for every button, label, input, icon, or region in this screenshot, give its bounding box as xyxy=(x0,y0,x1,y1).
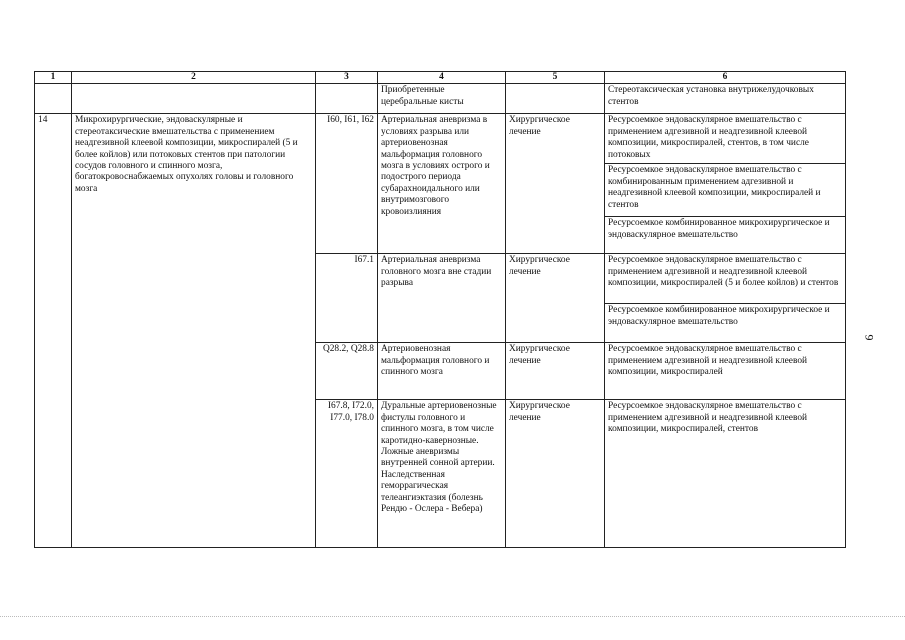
icd-codes: Q28.2, Q28.8 xyxy=(316,343,378,400)
patient-model: Артериальная аневризма головного мозга вне стадии разрыва xyxy=(378,254,506,343)
method-cell: Ресурсоемкое эндоваскулярное вмешательство с применением адгезивной и неадгезивной клеевой композиции, микроспиралей, стентов xyxy=(605,400,846,548)
table-row xyxy=(35,84,846,114)
row-number: 14 xyxy=(35,114,72,548)
icd-codes: I67.1 xyxy=(316,254,378,343)
treatment-type: Хирургическое лечение xyxy=(506,254,605,343)
method-cell: Ресурсоемкое эндоваскулярное вмешательство с комбинированным применением адгезивной и неадгезивной клеевой композиции, микроспиралей и стентов xyxy=(605,164,846,217)
patient-model: Артериальная аневризма в условиях разрыва или артериовенозная мальформация головного мозга в условиях острого и подострого периода субарахноидального или внутримозгового кровоизлияния xyxy=(378,114,506,254)
treatment-type: Хирургическое лечение xyxy=(506,114,605,254)
patient-model: Артериовенозная мальформация головного и спинного мозга xyxy=(378,343,506,400)
empty-cell xyxy=(506,84,605,114)
page-number: 9 xyxy=(862,334,877,341)
header-cell: 1 xyxy=(35,72,72,84)
method-cell: Ресурсоемкое комбинированное микрохирургическое и эндоваскулярное вмешательство xyxy=(605,217,846,254)
method-cell: Ресурсоемкое эндоваскулярное вмешательство с применением адгезивной и неадгезивной клеевой композиции, микроспиралей xyxy=(605,343,846,400)
icd-codes: I60, I61, I62 xyxy=(316,114,378,254)
header-cell: 5 xyxy=(506,72,605,84)
intervention-description: Микрохирургические, эндоваскулярные и стереотаксические вмешательства с применением неадгезивной клеевой композиции, микроспиралей (5 и более койлов) или потоковых стентов при патологии сосудов головного и спинного мозга, богатокровоснабжаемых опухолях головы и головного мозга xyxy=(72,114,316,548)
icd-codes: I67.8, I72.0, I77.0, I78.0 xyxy=(316,400,378,548)
header-cell: 2 xyxy=(72,72,316,84)
empty-cell xyxy=(316,84,378,114)
header-cell: 3 xyxy=(316,72,378,84)
method-cell: Ресурсоемкое эндоваскулярное вмешательство с применением адгезивной и неадгезивной клеевой композиции, микроспиралей, стентов, в том числе потоковых xyxy=(605,114,846,164)
header-cell: 6 xyxy=(605,72,846,84)
method-cell: Стереотаксическая установка внутрижелудочковых стентов xyxy=(605,84,846,114)
patient-model: Дуральные артериовенозные фистулы головного и спинного мозга, в том числе каротидно-кавернозные. Ложные аневризмы внутренней сонной артерии. Наследственная геморрагическая телеангиэктазия (болезнь Рендю - Ослера - Вебера) xyxy=(378,400,506,548)
treatment-type: Хирургическое лечение xyxy=(506,343,605,400)
header-cell: 4 xyxy=(378,72,506,84)
model-cell: Приобретенные церебральные кисты xyxy=(378,84,506,114)
method-cell: Ресурсоемкое эндоваскулярное вмешательство с применением адгезивной и неадгезивной клеевой композиции, микроспиралей (5 и более койлов) и стентов xyxy=(605,254,846,304)
medical-care-table xyxy=(34,71,846,548)
scan-edge-divider xyxy=(0,616,905,617)
treatment-type: Хирургическое лечение xyxy=(506,400,605,548)
header-row xyxy=(35,72,846,84)
method-cell: Ресурсоемкое комбинированное микрохирургическое и эндоваскулярное вмешательство xyxy=(605,304,846,343)
empty-cell xyxy=(72,84,316,114)
empty-cell xyxy=(35,84,72,114)
table-row xyxy=(35,114,846,164)
